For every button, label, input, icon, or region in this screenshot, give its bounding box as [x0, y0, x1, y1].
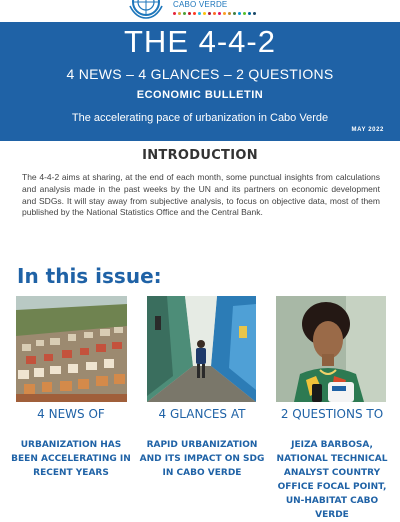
sdg-dot	[218, 12, 221, 15]
introduction-text: The 4-4-2 aims at sharing, at the end of each month, some punctual insights from calculations and analysis made in the past weeks by the UN and its partners on economic development and SDGs. It will stay away from subjective analysis, to focus on objective data, most of them published by the National Statistics Office and the Central Bank.	[22, 172, 380, 218]
bulletin-subtitle: 4 NEWS – 4 GLANCES – 2 QUESTIONS	[66, 66, 334, 82]
questions-column-description: JEIZA BARBOSA, NATIONAL TECHNICAL ANALYST COUNTRY OFFICE FOCAL POINT, UN-HABITAT CABO VERDE	[276, 440, 388, 520]
news-column-heading: 4 NEWS OF	[37, 407, 105, 421]
sdg-dot	[253, 12, 256, 15]
sdg-dot	[243, 12, 246, 15]
bulletin-type: ECONOMIC BULLETIN	[136, 89, 264, 101]
bulletin-title: THE 4-4-2	[124, 24, 276, 59]
in-this-issue-heading: In this issue:	[17, 264, 162, 288]
sdg-dot	[213, 12, 216, 15]
sdg-dot	[173, 12, 176, 15]
sdg-dot	[183, 12, 186, 15]
street-alley-photo	[147, 296, 256, 402]
sdg-color-dots	[173, 12, 256, 15]
title-banner	[0, 22, 400, 141]
sdg-dot	[233, 12, 236, 15]
bulletin-tagline: The accelerating pace of urbanization in Cabo Verde	[71, 112, 329, 124]
interviewee-portrait-photo	[276, 296, 386, 402]
sdg-dot	[208, 12, 211, 15]
header-strip	[0, 0, 400, 22]
glances-column-heading: 4 GLANCES AT	[158, 407, 246, 421]
sdg-dot	[198, 12, 201, 15]
questions-column-heading: 2 QUESTIONS TO	[280, 407, 384, 421]
sdg-dot	[178, 12, 181, 15]
urban-hillside-photo	[16, 296, 127, 402]
sdg-dot	[228, 12, 231, 15]
introduction-heading: INTRODUCTION	[142, 148, 258, 163]
glances-column-description: RAPID URBANIZATION AND ITS IMPACT ON SDG IN CABO VERDE	[139, 440, 265, 478]
bulletin-date: MAY 2022	[351, 127, 384, 133]
sdg-dot	[193, 12, 196, 15]
sdg-dot	[188, 12, 191, 15]
sdg-dot	[238, 12, 241, 15]
un-emblem-icon	[126, 0, 166, 20]
news-column-description: URBANIZATION HAS BEEN ACCELERATING IN RECENT YEARS	[11, 440, 131, 478]
sdg-dot	[203, 12, 206, 15]
sdg-dot	[223, 12, 226, 15]
country-label: CABO VERDE	[173, 0, 228, 9]
sdg-dot	[248, 12, 251, 15]
